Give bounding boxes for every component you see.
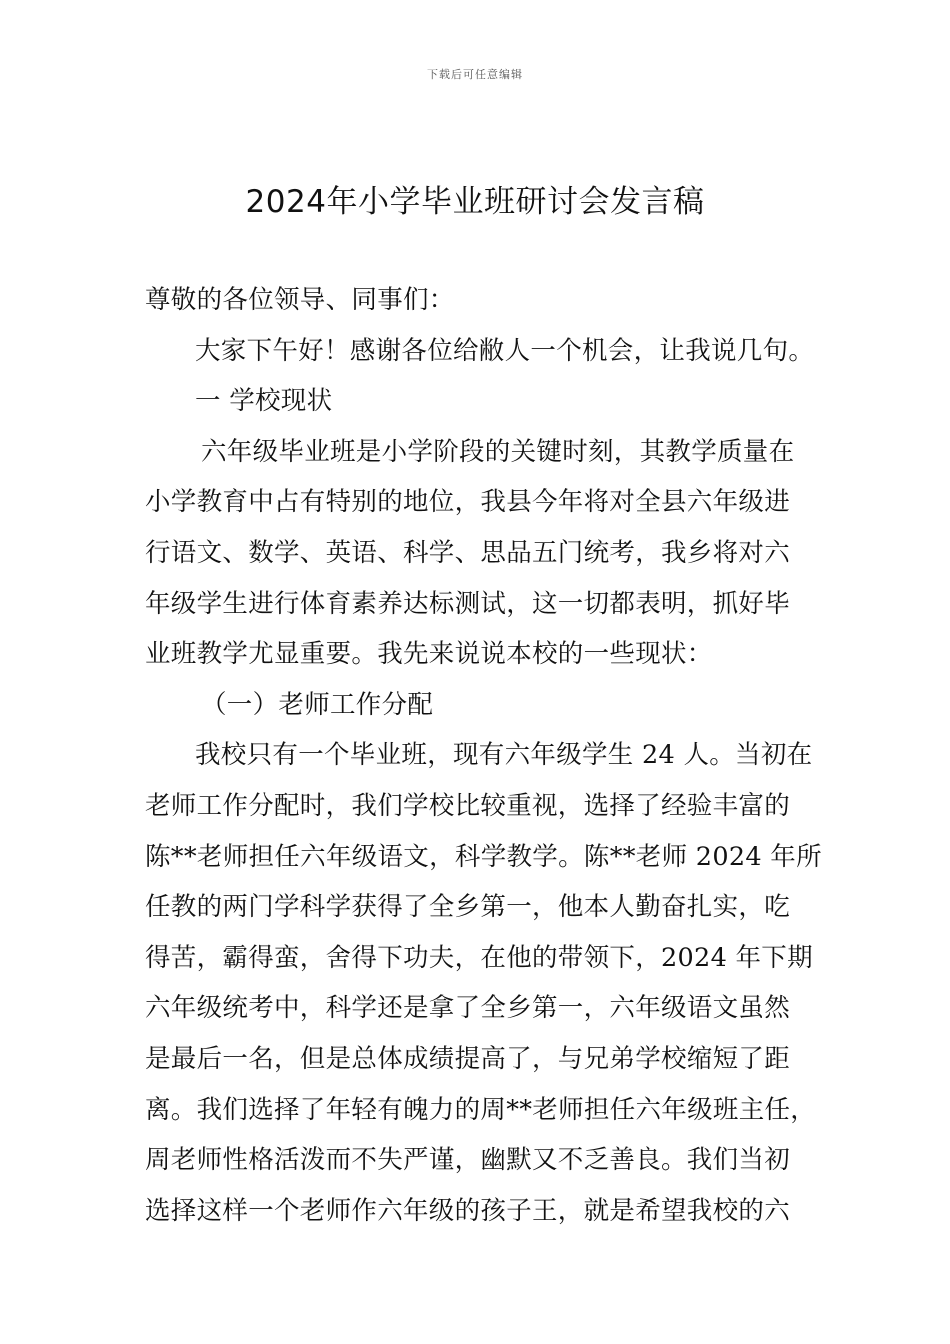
paragraph-line: 选择这样一个老师作六年级的孩子王，就是希望我校的六	[145, 1195, 791, 1226]
paragraph-line: 老师工作分配时，我们学校比较重视，选择了经验丰富的	[145, 790, 791, 821]
subsection-heading: （一）老师工作分配	[201, 689, 434, 720]
paragraph-line: 陈**老师担任六年级语文，科学教学。陈**老师 2024 年所	[145, 841, 822, 872]
paragraph-line: 得苦，霸得蛮，舍得下功夫，在他的带领下，2024 年下期	[145, 942, 813, 973]
header-note: 下载后可任意编辑	[427, 68, 523, 81]
paragraph-line: 离。我们选择了年轻有魄力的周**老师担任六年级班主任，	[145, 1094, 817, 1125]
section-heading: 一 学校现状	[195, 386, 333, 417]
paragraph-line: 行语文、数学、英语、科学、思品五门统考，我乡将对六	[145, 537, 791, 568]
document-body	[145, 280, 825, 1241]
paragraph-line: 业班教学尤显重要。我先来说说本校的一些现状：	[145, 639, 713, 670]
paragraph-line: 我校只有一个毕业班，现有六年级学生 24 人。当初在	[195, 740, 813, 771]
greeting-line: 大家下午好！感谢各位给敝人一个机会，让我说几句。	[195, 335, 815, 366]
salutation-line: 尊敬的各位领导、同事们：	[145, 285, 455, 315]
paragraph-line: 六年级统考中，科学还是拿了全乡第一，六年级语文虽然	[145, 993, 791, 1024]
paragraph-line: 年级学生进行体育素养达标测试，这一切都表明，抓好毕	[145, 588, 791, 619]
paragraph-line: 小学教育中占有特别的地位，我县今年将对全县六年级进	[145, 487, 791, 518]
paragraph-line: 六年级毕业班是小学阶段的关键时刻，其教学质量在	[201, 436, 795, 467]
paragraph-line: 任教的两门学科学获得了全乡第一，他本人勤奋扎实，吃	[145, 892, 791, 923]
paragraph-line: 周老师性格活泼而不失严谨，幽默又不乏善良。我们当初	[145, 1145, 791, 1176]
paragraph-line: 是最后一名，但是总体成绩提高了，与兄弟学校缩短了距	[145, 1043, 791, 1074]
document-title: 2024年小学毕业班研讨会发言稿	[245, 184, 705, 220]
